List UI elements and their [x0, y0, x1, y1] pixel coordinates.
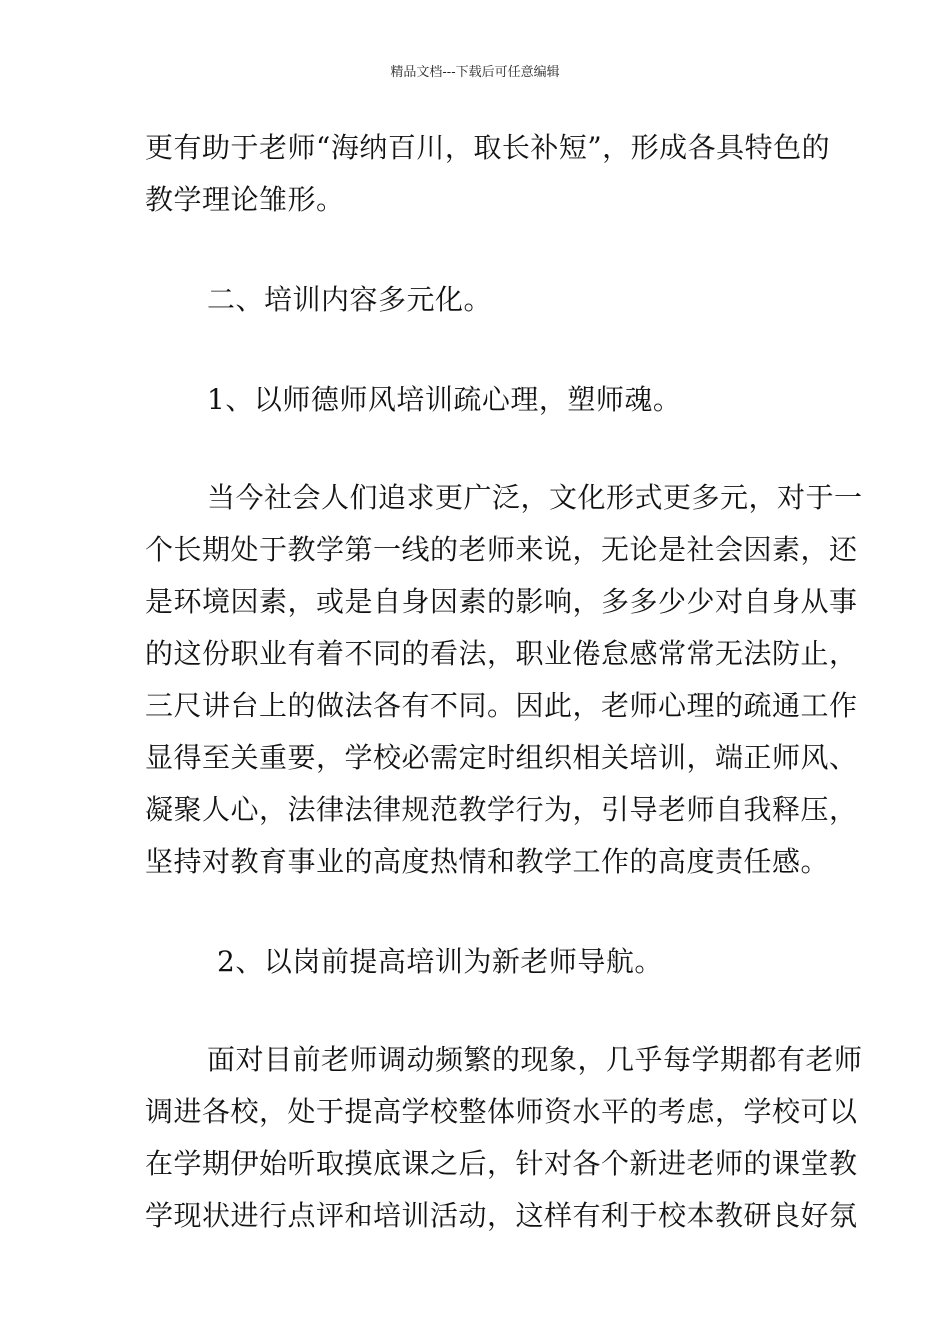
paragraph-line: 学现状进行点评和培训活动，这样有利于校本教研良好氛 [145, 1199, 858, 1232]
paragraph-line: 坚持对教育事业的高度热情和教学工作的高度责任感。 [145, 845, 830, 878]
paragraph-line: 在学期伊始听取摸底课之后，针对各个新进老师的课堂教 [145, 1147, 858, 1180]
paragraph-line: 的这份职业有着不同的看法，职业倦怠感常常无法防止， [145, 637, 858, 670]
paragraph-line: 更有助于老师“海纳百川，取长补短”，形成各具特色的 [145, 131, 831, 164]
paragraph-line: 个长期处于教学第一线的老师来说，无论是社会因素，还 [145, 533, 858, 566]
paragraph-line: 面对目前老师调动频繁的现象，几乎每学期都有老师 [207, 1043, 863, 1076]
paragraph-line: 三尺讲台上的做法各有不同。因此，老师心理的疏通工作 [145, 689, 858, 722]
paragraph-line: 显得至关重要，学校必需定时组织相关培训，端正师风、 [145, 741, 858, 774]
page-header: 精品文档---下载后可任意编辑 [390, 65, 560, 80]
subsection-heading: 1、以师德师风培训疏心理，塑师魂。 [207, 383, 682, 416]
paragraph-line: 调进各校，处于提高学校整体师资水平的考虑，学校可以 [145, 1095, 858, 1128]
paragraph-line: 是环境因素，或是自身因素的影响，多多少少对自身从事 [145, 585, 858, 618]
paragraph-line: 凝聚人心，法律法律规范教学行为，引导老师自我释压， [145, 793, 858, 826]
paragraph-line: 教学理论雏形。 [145, 183, 345, 216]
section-heading: 二、培训内容多元化。 [207, 283, 493, 316]
subsection-heading: 2、以岗前提高培训为新老师导航。 [217, 945, 663, 978]
paragraph-line: 当今社会人们追求更广泛，文化形式更多元，对于一 [207, 481, 863, 514]
